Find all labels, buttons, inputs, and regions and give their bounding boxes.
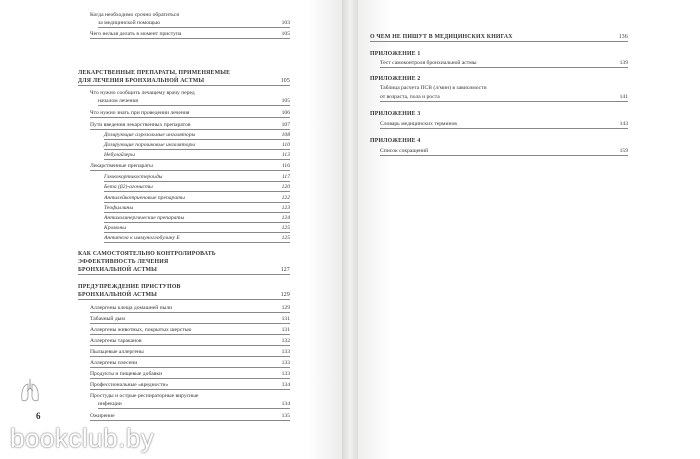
toc-entry: Простуды и острые респираторные вирусные	[90, 393, 199, 399]
toc-entry: Аллергены тараканов 132	[90, 338, 290, 344]
toc-entry: Ожирение 135	[90, 413, 290, 419]
lungs-icon	[20, 378, 40, 404]
toc-entry: началом лечения 105	[98, 98, 290, 104]
toc-entry: Аллергены животных, покрытых шерстью 131	[90, 327, 290, 333]
section-title: О ЧЕМ НЕ ПИШУТ В МЕДИЦИНСКИХ КНИГАХ 136	[370, 34, 628, 40]
toc-entry: Чего нельзя делать в момент приступа 105	[90, 31, 290, 37]
toc-entry: Тест самоконтроля бронхиальной астмы 139	[380, 60, 628, 66]
toc-entry: Таблица расчета ПСВ (л/мин) в зависимости	[380, 85, 487, 91]
toc-entry: Аллергены клеща домашней пыли 129	[90, 305, 290, 311]
toc-entry: Дозирующие аэрозольные ингаляторы 108	[104, 132, 290, 138]
toc-entry: Когда необходимо срочно обратиться	[90, 12, 179, 18]
toc-entry: Бета (β2)-агонисты 120	[104, 184, 290, 190]
toc-entry: Словарь медицинских терминов 143	[380, 121, 628, 127]
section-title: ПРЕДУПРЕЖДЕНИЕ ПРИСТУПОВ	[78, 284, 181, 290]
toc-entry: Теофиллины 123	[104, 205, 290, 211]
toc-entry: Кромоны 125	[104, 225, 290, 231]
toc-entry: Пути введения лекарственных препаратов 107	[90, 122, 290, 128]
book-gutter	[342, 0, 358, 459]
toc-entry: за медицинской помощью 103	[98, 20, 290, 26]
left-page	[0, 0, 342, 459]
section-title: КАК САМОСТОЯТЕЛЬНО КОНТРОЛИРОВАТЬ	[78, 251, 216, 257]
section-title: ПРИЛОЖЕНИЕ 1	[370, 51, 421, 57]
toc-entry: Табачный дым 131	[90, 316, 290, 322]
toc-entry: Профессиональные «вредности» 134	[90, 382, 290, 388]
section-title: БРОНХИАЛЬНОЙ АСТМЫ 129	[78, 292, 290, 298]
toc-entry: Аллергены плесени 133	[90, 360, 290, 366]
right-page	[358, 0, 700, 459]
toc-entry: Список сокращений 159	[380, 148, 628, 154]
toc-entry: инфекции 134	[98, 401, 290, 407]
section-title: ЭФФЕКТИВНОСТЬ ЛЕЧЕНИЯ	[78, 259, 169, 265]
toc-entry: от возраста, пола и роста 141	[380, 94, 628, 100]
toc-entry: Что нужно сообщить лечащему врачу перед	[90, 90, 195, 96]
section-title: ПРИЛОЖЕНИЕ 2	[370, 76, 421, 82]
section-title: ПРИЛОЖЕНИЕ 3	[370, 111, 421, 117]
toc-entry: Продукты и пищевые добавки 133	[90, 371, 290, 377]
toc-entry: Антихолинергические препараты 124	[104, 215, 290, 221]
toc-entry: Антитела к иммуноглобулину Е 125	[104, 235, 290, 241]
toc-entry: Что нужно знать при проведении лечения 106	[90, 110, 290, 116]
toc-entry: Дозирующие порошковые ингаляторы 110	[104, 142, 290, 148]
toc-entry: Антилейкотриеновые препараты 122	[104, 195, 290, 201]
section-title: ДЛЯ ЛЕЧЕНИЯ БРОНХИАЛЬНОЙ АСТМЫ 105	[78, 78, 290, 84]
section-title: ПРИЛОЖЕНИЕ 4	[370, 138, 421, 144]
toc-entry: Небулайзеры 113	[104, 152, 290, 158]
page-number: 6	[36, 411, 41, 421]
toc-entry: Глюкокортикостероиды 117	[104, 174, 290, 180]
watermark: bookclub.by	[10, 423, 155, 453]
toc-entry: Пыльцевые аллергены 133	[90, 349, 290, 355]
section-title: ЛЕКАРСТВЕННЫЕ ПРЕПАРАТЫ, ПРИМЕНЯЕМЫЕ	[78, 70, 231, 76]
toc-entry: Лекарственные препараты 116	[90, 163, 290, 169]
section-title: БРОНХИАЛЬНОЙ АСТМЫ 127	[78, 267, 290, 273]
